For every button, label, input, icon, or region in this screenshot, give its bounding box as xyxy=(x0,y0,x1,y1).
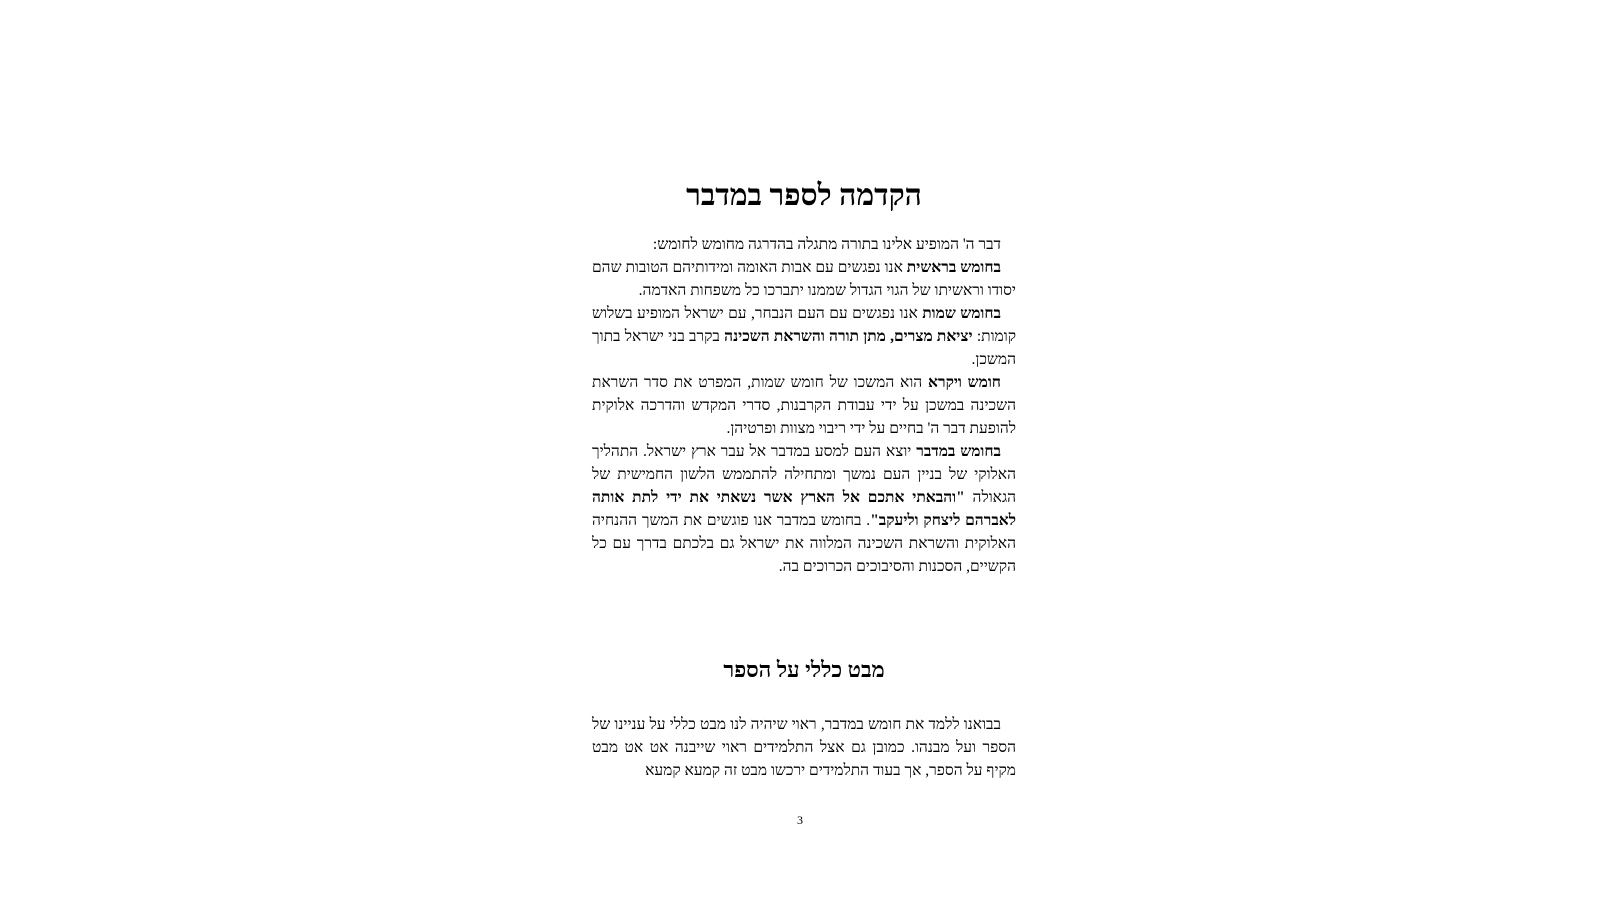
vayikra-paragraph xyxy=(592,371,1016,440)
bamidbar-bold-label: בחומש במדבר xyxy=(916,443,1002,460)
vayikra-bold-label: חומש ויקרא xyxy=(928,374,1001,391)
overview-heading: מבט כללי על הספר xyxy=(723,657,885,682)
bereshit-bold-label: בחומש בראשית xyxy=(906,259,1001,276)
bamidbar-text-2: . בחומש במדבר אנו פוגשים את המשך ההנחיה האלוקית והשראת השכינה המלווה את ישראל גם בלכתם בדרך עם כל הקשיים, הסכנות והסיבוכים הכרוכים בה. xyxy=(592,512,1016,575)
overview-paragraph xyxy=(592,713,1016,782)
bereshit-paragraph xyxy=(592,256,1016,302)
bamidbar-bold-quote: "והבאתי אתכם אל הארץ אשר נשאתי את ידי לתת אותה לאברהם ליצחק וליעקב" xyxy=(592,489,1016,529)
intro-opening-paragraph xyxy=(592,233,1016,256)
intro-opening-text: דבר ה' המופיע אלינו בתורה מתגלה בהדרגה מחומש לחומש: xyxy=(652,236,1001,253)
shemot-text-2: בקרב בני ישראל בתוך המשכן. xyxy=(592,328,1016,368)
shemot-paragraph xyxy=(592,302,1016,371)
bamidbar-paragraph xyxy=(592,440,1016,578)
shemot-text-1: אנו נפגשים עם העם הנבחר, עם ישראל המופיע בשלוש קומות: xyxy=(592,305,1016,345)
page-number: 3 xyxy=(797,813,803,827)
bamidbar-text-1: יוצא העם למסע במדבר אל עבר ארץ ישראל. התהליך האלוקי של בניין העם נמשך ומתחילה להתממש הלשון החמישית של הגאולה xyxy=(592,443,1017,506)
intro-section xyxy=(592,233,1016,578)
bereshit-text: אנו נפגשים עם אבות האומה ומידותיהם הטובות שהם יסודו וראשיתו של הגוי הגדול שממנו יתברכו כל משפחות האדמה. xyxy=(592,259,1016,299)
vayikra-text: הוא המשכו של חומש שמות, המפרט את סדר השראת השכינה במשכן על ידי עבודת הקרבנות, סדרי המקדש והדרכה אלוקית להופעת דבר ה' בחיים על ידי ריבוי מצוות ופרטיהן. xyxy=(592,374,1016,437)
overview-text: בבואנו ללמד את חומש במדבר, ראוי שיהיה לנו מבט כללי על עניינו של הספר ועל מבנהו. כמובן גם אצל התלמידים ראוי שייבנה אט אט מבט מקיף על הספר, אך בעוד התלמידים ירכשו מבט זה קמעא קמעא xyxy=(592,716,1016,779)
shemot-bold-label: בחומש שמות xyxy=(922,305,1001,322)
shemot-bold-phrase: יציאת מצרים, מתן תורה והשראת השכינה xyxy=(724,328,973,345)
page-title: הקדמה לספר במדבר xyxy=(686,179,922,212)
overview-section xyxy=(592,713,1016,782)
